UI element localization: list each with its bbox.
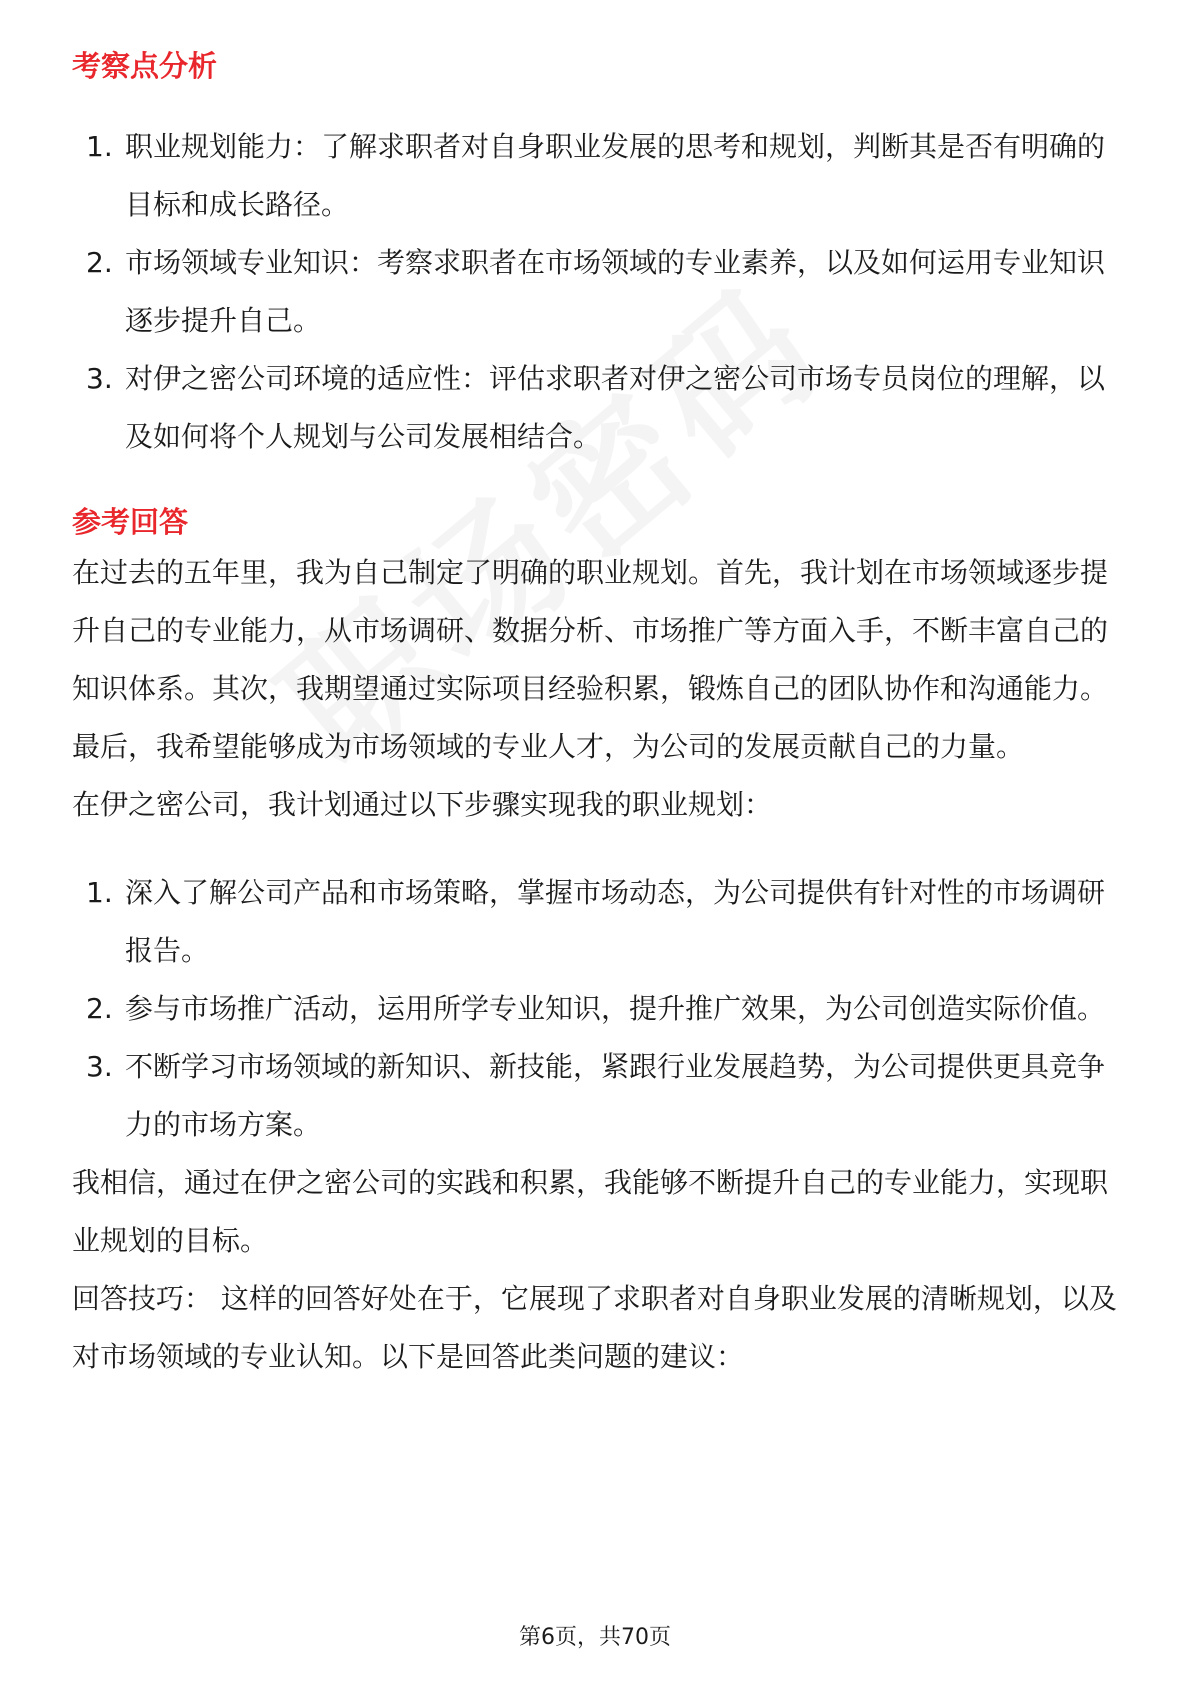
list-item xyxy=(72,350,1122,466)
list-item xyxy=(72,118,1122,234)
list-item-text: 参与市场推广活动，运用所学专业知识，提升推广效果，为公司创造实际价值。 xyxy=(125,992,1106,1025)
list-item-text: 对伊之密公司环境的适应性：评估求职者对伊之密公司市场专员岗位的理解，以及如何将个人规划与公司发展相结合。 xyxy=(125,362,1106,453)
section-heading-reference: 参考回答 xyxy=(72,505,189,539)
list-number: 2. xyxy=(86,246,113,279)
answer-paragraph-1: 在过去的五年里，我为自己制定了明确的职业规划。首先，我计划在市场领域逐步提升自己的专业能力，从市场调研、数据分析、市场推广等方面入手，不断丰富自己的知识体系。其次，我期望通过实际项目经验积累，锻炼自己的团队协作和沟通能力。最后，我希望能够成为市场领域的专业人才，为公司的发展贡献自己的力量。 xyxy=(72,556,1109,763)
list-item-text: 深入了解公司产品和市场策略，掌握市场动态，为公司提供有针对性的市场调研报告。 xyxy=(125,876,1106,967)
list-item xyxy=(72,864,1122,980)
document-page xyxy=(72,44,1122,1386)
answer-tips-paragraph: 回答技巧： 这样的回答好处在于，它展现了求职者对自身职业发展的清晰规划，以及对市场领域的专业认知。以下是回答此类问题的建议： xyxy=(72,1282,1117,1373)
list-item-text: 市场领域专业知识：考察求职者在市场领域的专业素养，以及如何运用专业知识逐步提升自己。 xyxy=(125,246,1106,337)
list-number: 1. xyxy=(86,876,113,909)
list-item-text: 职业规划能力：了解求职者对自身职业发展的思考和规划，判断其是否有明确的目标和成长路径。 xyxy=(125,130,1106,221)
list-number: 1. xyxy=(86,130,113,163)
steps-list xyxy=(72,864,1122,1154)
list-number: 3. xyxy=(86,1050,113,1083)
answer-paragraph-2: 在伊之密公司，我计划通过以下步骤实现我的职业规划： xyxy=(72,788,773,821)
list-number: 3. xyxy=(86,362,113,395)
list-item-text: 不断学习市场领域的新知识、新技能，紧跟行业发展趋势，为公司提供更具竞争力的市场方案。 xyxy=(125,1050,1106,1141)
analysis-list xyxy=(72,118,1122,466)
list-number: 2. xyxy=(86,992,113,1025)
list-item xyxy=(72,980,1122,1038)
page-footer: 第6页，共70页 xyxy=(519,1625,671,1650)
list-item xyxy=(72,1038,1122,1154)
answer-paragraph-3: 我相信，通过在伊之密公司的实践和积累，我能够不断提升自己的专业能力，实现职业规划的目标。 xyxy=(72,1166,1109,1257)
section-heading-analysis: 考察点分析 xyxy=(72,49,218,83)
list-item xyxy=(72,234,1122,350)
